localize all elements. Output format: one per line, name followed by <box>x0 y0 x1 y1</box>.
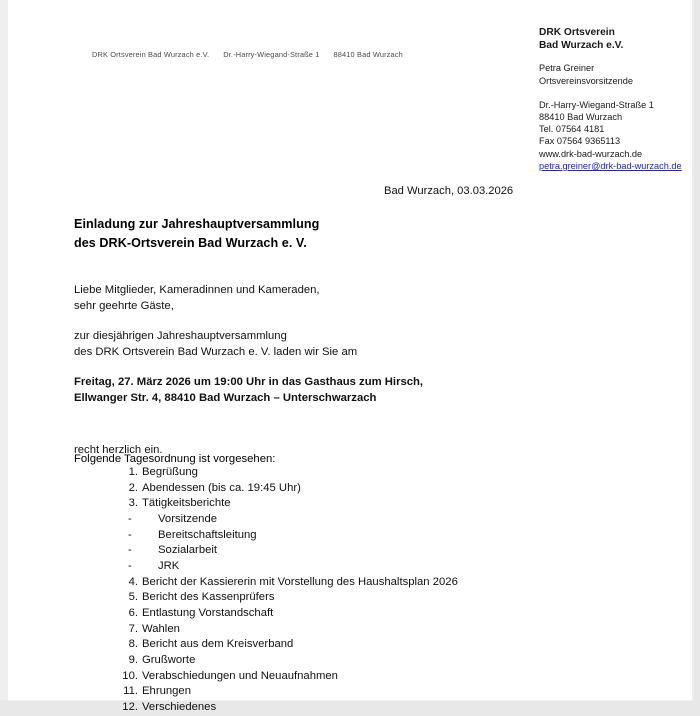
agenda-item-label: Bericht des Kassenprüfers <box>142 591 275 604</box>
letterhead-person-role: Ortsvereinsvorsitzende <box>539 75 633 86</box>
agenda-item <box>118 481 458 497</box>
page-left-margin <box>0 0 8 700</box>
agenda-item <box>118 496 458 512</box>
agenda-sub-item-label: JRK <box>158 559 180 572</box>
agenda-sub-item-dash: - <box>128 528 132 541</box>
sender-street: Dr.-Harry-Wiegand-Straße 1 <box>223 50 320 59</box>
letterhead-email-link[interactable]: petra.greiner@drk-bad-wurzach.de <box>539 160 682 171</box>
letterhead-website: www.drk-bad-wurzach.de <box>539 148 643 159</box>
date-line: Bad Wurzach, 03.03.2026 <box>384 185 514 197</box>
agenda-item <box>118 606 458 622</box>
event-details <box>74 374 423 407</box>
letterhead-organization <box>539 26 689 52</box>
intro-line1: zur diesjährigen Jahreshauptversammlung <box>74 330 287 342</box>
document-title <box>74 215 319 252</box>
agenda-item-number: 6. <box>128 606 138 619</box>
sender-city: 88410 Bad Wurzach <box>333 50 403 59</box>
agenda-item <box>118 669 458 685</box>
agenda-item-number: 4. <box>128 575 138 588</box>
agenda-item-number: 11. <box>123 685 138 698</box>
letterhead-phone: Tel. 07564 4181 <box>539 124 605 135</box>
sender-org: DRK Ortsverein Bad Wurzach e.V. <box>92 50 210 59</box>
agenda-item-number: 2. <box>128 481 138 494</box>
intro-line2: des DRK Ortsverein Bad Wurzach e. V. laden wir Sie am <box>74 345 358 358</box>
letterhead-person-name: Petra Greiner <box>539 63 595 74</box>
intro-paragraph <box>74 329 357 360</box>
agenda-item-label: Grußworte <box>142 653 196 666</box>
letterhead-block <box>539 26 689 172</box>
document-title-line1: Einladung zur Jahreshauptversammlung <box>74 217 320 231</box>
agenda-sub-item-dash: - <box>128 512 132 525</box>
agenda-sub-item <box>118 528 458 544</box>
event-line1: Freitag, 27. März 2026 um 19:00 Uhr in das Gasthaus zum Hirsch, <box>74 376 424 388</box>
closing-line: recht herzlich ein. <box>74 444 163 456</box>
agenda-item-number: 8. <box>128 638 138 651</box>
agenda-item-label: Entlastung Vorstandschaft <box>142 606 274 619</box>
letterhead-person <box>539 62 689 86</box>
page-right-edge <box>692 0 694 700</box>
agenda-sub-item <box>118 543 458 559</box>
agenda-sub-item-label: Bereitschaftsleitung <box>158 528 257 541</box>
agenda-item-number: 1. <box>128 466 138 478</box>
agenda-item-label: Ehrungen <box>142 685 191 698</box>
agenda-sub-item <box>118 559 458 575</box>
agenda-item <box>118 575 458 591</box>
agenda-intro: Folgende Tagesordnung ist vorgesehen: <box>74 453 276 465</box>
agenda-item <box>118 622 458 638</box>
agenda-item-label: Verschiedenes <box>142 700 217 713</box>
letterhead-city: 88410 Bad Wurzach <box>539 112 623 123</box>
agenda-item <box>118 637 458 653</box>
agenda-item-label: Wahlen <box>142 622 180 635</box>
agenda-item-number: 10. <box>122 669 138 682</box>
agenda-item-label: Bericht der Kassiererin mit Vorstellung des Haushaltsplan 2026 <box>142 575 458 588</box>
agenda-item <box>118 465 458 481</box>
agenda-item <box>118 684 458 700</box>
agenda-list <box>118 465 458 716</box>
agenda-item-number: 12. <box>122 700 138 713</box>
agenda-item-label: Abendessen (bis ca. 19:45 Uhr) <box>142 481 301 494</box>
letterhead-fax: Fax 07564 9365113 <box>539 136 621 147</box>
letterhead-org-line1: DRK Ortsverein <box>539 27 615 38</box>
document-page <box>8 0 692 713</box>
salutation-line2: sehr geehrte Gäste, <box>74 299 174 312</box>
agenda-item-number: 3. <box>128 497 138 510</box>
agenda-sub-item-label: Sozialarbeit <box>158 544 218 557</box>
agenda-sub-item-dash: - <box>128 544 132 557</box>
sender-address-line <box>92 50 403 59</box>
salutation-block <box>74 283 320 314</box>
letterhead-org-line2: Bad Wurzach e.V. <box>539 40 624 52</box>
agenda-sub-item <box>118 512 458 528</box>
agenda-item-number: 9. <box>128 653 138 666</box>
agenda-item-label: Begrüßung <box>142 466 198 478</box>
letterhead-contact <box>539 99 689 172</box>
agenda-item <box>118 700 458 716</box>
document-title-line2: des DRK-Ortsverein Bad Wurzach e. V. <box>74 235 307 250</box>
event-line2: Ellwanger Str. 4, 88410 Bad Wurzach – Unterschwarzach <box>74 392 377 405</box>
agenda-item-label: Verabschiedungen und Neuaufnahmen <box>142 669 338 682</box>
letterhead-street: Dr.-Harry-Wiegand-Straße 1 <box>539 99 654 110</box>
agenda-item-number: 5. <box>128 591 138 604</box>
agenda-sub-item-label: Vorsitzende <box>158 512 218 525</box>
agenda-item-number: 7. <box>128 622 138 635</box>
agenda-item-label: Bericht aus dem Kreisverband <box>142 638 294 651</box>
agenda-sub-item-dash: - <box>128 559 132 572</box>
agenda-item-label: Tätigkeitsberichte <box>142 497 231 510</box>
salutation-line1: Liebe Mitglieder, Kameradinnen und Kameraden, <box>74 284 320 296</box>
agenda-item <box>118 590 458 606</box>
agenda-item <box>118 653 458 669</box>
